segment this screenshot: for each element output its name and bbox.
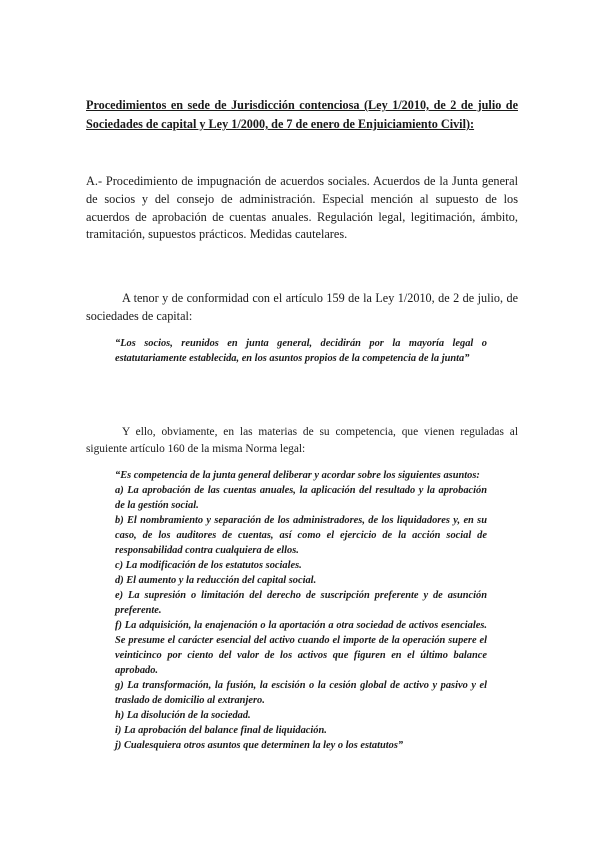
quote-article-160 <box>115 468 487 753</box>
paragraph-article-160: Y ello, obviamente, en las materias de su competencia, que vienen reguladas al siguiente artículo 160 de la misma Norma legal: <box>86 426 518 455</box>
quote-intro: “Es competencia de la junta general deliberar y acordar sobre los siguientes asuntos: <box>115 470 480 481</box>
quote-item-j: j) Cualesquiera otros asuntos que determinen la ley o los estatutos” <box>115 740 404 751</box>
paragraph-article-159: A tenor y de conformidad con el artículo 159 de la Ley 1/2010, de 2 de julio, de sociedades de capital: <box>86 291 518 323</box>
quote-item-i: i) La aprobación del balance final de liquidación. <box>115 725 327 736</box>
quote-item-a: a) La aprobación de las cuentas anuales, la aplicación del resultado y la aprobación de la gestión social. <box>115 485 487 511</box>
quote-item-f: f) La adquisición, la enajenación o la aportación a otra sociedad de activos esenciales. Se presume el carácter esencial del activo cuando el importe de la operación supere el veinticinco por ciento del valor de los activos que figuren en el último balance aprobado. <box>115 620 487 676</box>
document-heading: Procedimientos en sede de Jurisdicción contenciosa (Ley 1/2010, de 2 de julio de Sociedades de capital y Ley 1/2000, de 7 de enero de Enjuiciamiento Civil): <box>86 98 518 131</box>
section-a-title: A.- Procedimiento de impugnación de acuerdos sociales. Acuerdos de la Junta general de socios y del consejo de administración. Especial mención al supuesto de los acuerdos de aprobación de cuentas anuales. Regulación legal, legitimación, ámbito, tramitación, supuestos prácticos. Medidas cautelares. <box>86 174 518 242</box>
quote-item-c: c) La modificación de los estatutos sociales. <box>115 560 302 571</box>
quote-item-b: b) El nombramiento y separación de los administradores, de los liquidadores y, en su caso, de los auditores de cuentas, así como el ejercicio de la acción social de responsabilidad contra cualquiera de ellos. <box>115 515 487 556</box>
quote-item-h: h) La disolución de la sociedad. <box>115 710 251 721</box>
quote-item-d: d) El aumento y la reducción del capital social. <box>115 575 317 586</box>
quote-item-e: e) La supresión o limitación del derecho de suscripción preferente y de asunción preferente. <box>115 590 487 616</box>
quote-article-159: “Los socios, reunidos en junta general, decidirán por la mayoría legal o estatutariamente establecida, en los asuntos propios de la competencia de la junta” <box>115 338 487 364</box>
quote-item-g: g) La transformación, la fusión, la escisión o la cesión global de activo y pasivo y el traslado de domicilio al extranjero. <box>115 680 487 706</box>
